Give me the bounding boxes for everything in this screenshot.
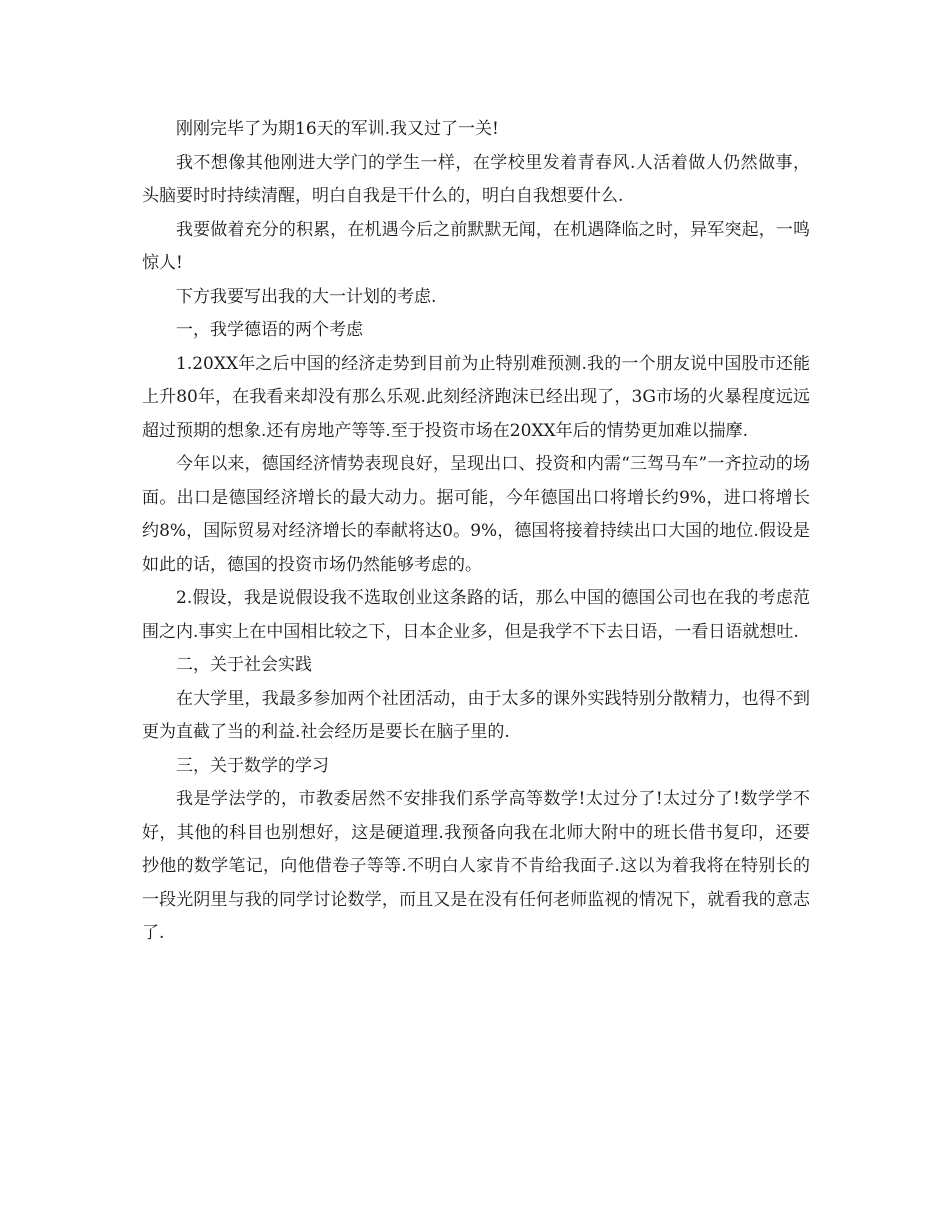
- paragraph: 我不想像其他刚进大学门的学生一样，在学校里发着青春风.人活着做人仍然做事，头脑要时时持续清醒，明白自我是干什么的，明白自我想要什么.: [142, 152, 810, 206]
- paragraph: 我是学法学的，市教委居然不安排我们系学高等数学!太过分了!太过分了!数学学不好，其他的科目也别想好，这是硬道理.我预备向我在北师大附中的班长借书复印，还要抄他的数学笔记，向他借卷子等等.不明白人家肯不肯给我面子.这以为着我将在特别长的一段光阴里与我的同学讨论数学，而且又是在没有任何老师监视的情况下，就看我的意志了.: [142, 789, 810, 943]
- paragraph: 我要做着充分的积累，在机遇今后之前默默无闻，在机遇降临之时，异军突起，一鸣惊人!: [142, 219, 810, 273]
- paragraph: 今年以来，德国经济情势表现良好，呈现出口、投资和内需“三驾马车”一齐拉动的场面。出口是德国经济增长的最大动力。据可能，今年德国出口将增长约9%，进口将增长约8%，国际贸易对经济增长的奉献将达0。9%，德国将接着持续出口大国的地位.假设是如此的话，德国的投资市场仍然能够考虑的。: [142, 454, 810, 575]
- paragraph: 刚刚完毕了为期16天的军训.我又过了一关!: [176, 119, 499, 139]
- paragraph: 在大学里，我最多参加两个社团活动，由于太多的课外实践特别分散精力，也得不到更为直截了当的利益.社会经历是要长在脑子里的.: [142, 688, 810, 742]
- section-heading: 二，关于社会实践: [176, 655, 312, 675]
- paragraph: 1.20XX年之后中国的经济走势到目前为止特别难预测.我的一个朋友说中国股市还能上升80年，在我看来却没有那么乐观.此刻经济跑沫已经出现了，3G市场的火暴程度远远超过预期的想象.还有房地产等等.至于投资市场在20XX年后的情势更加难以揣摩.: [142, 353, 810, 441]
- paragraph: 2.假设，我是说假设我不选取创业这条路的话，那么中国的德国公司也在我的考虑范围之内.事实上在中国相比较之下，日本企业多，但是我学不下去日语，一看日语就想吐.: [142, 588, 810, 642]
- document-body: [142, 113, 810, 951]
- paragraph: 下方我要写出我的大一计划的考虑.: [176, 286, 437, 307]
- section-heading: 三，关于数学的学习: [176, 755, 329, 776]
- section-heading: 一，我学德语的两个考虑: [176, 320, 363, 340]
